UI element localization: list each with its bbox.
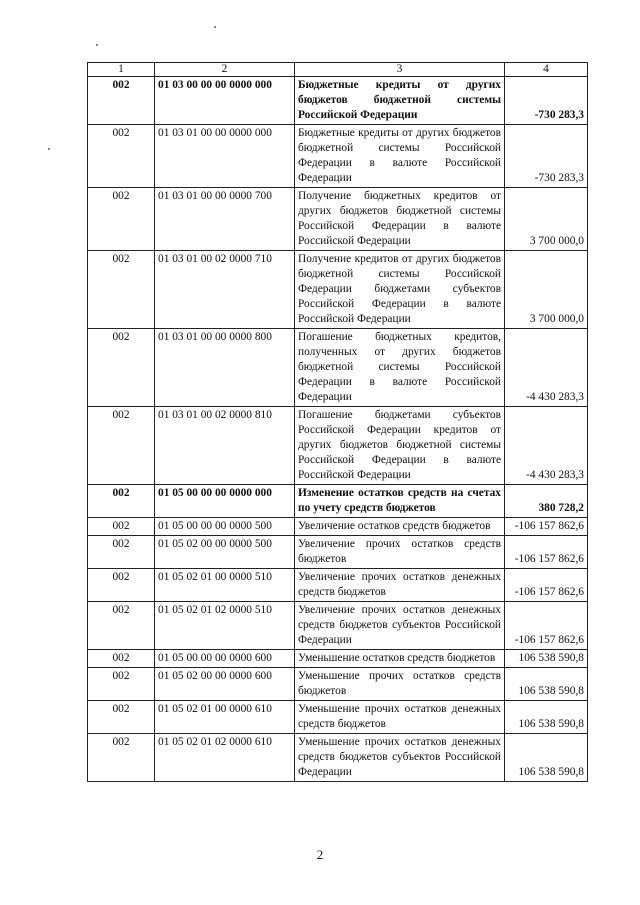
table-row [88,701,588,734]
table-row [88,329,588,407]
row-name-cell: Уменьшение прочих остатков денежных средств бюджетов [295,701,505,734]
row-code-cell: 002 [88,485,155,518]
scan-mark [96,44,98,46]
row-amount-cell: -106 157 862,6 [505,602,588,650]
row-name-cell: Уменьшение остатков средств бюджетов [295,650,505,668]
table-row [88,518,588,536]
row-amount-cell: 380 728,2 [505,485,588,518]
row-name-cell: Погашение бюджетами субъектов Российской Федерации кредитов от других бюджетов бюджетной системы Российской Федерации в валюте Российской Федерации [295,407,505,485]
row-kbk-cell: 01 05 00 00 00 0000 600 [155,650,295,668]
row-name-cell: Уменьшение прочих остатков денежных средств бюджетов субъектов Российской Федерации [295,734,505,782]
header-cell-2: 2 [155,63,295,77]
row-code-cell: 002 [88,125,155,188]
row-kbk-cell: 01 05 02 01 02 0000 510 [155,602,295,650]
row-amount-cell: 106 538 590,8 [505,701,588,734]
table-row [88,188,588,251]
table-row [88,650,588,668]
row-code-cell: 002 [88,251,155,329]
row-kbk-cell: 01 05 00 00 00 0000 500 [155,518,295,536]
row-name-cell: Бюджетные кредиты от других бюджетов бюджетной системы Российской Федерации в валюте Российской Федерации [295,125,505,188]
table-row [88,485,588,518]
row-kbk-cell: 01 05 02 00 00 0000 600 [155,668,295,701]
budget-sources-table [87,62,588,782]
table-row [88,407,588,485]
table-row [88,668,588,701]
row-name-cell: Получение бюджетных кредитов от других бюджетов бюджетной системы Российской Федерации в валюте Российской Федерации [295,188,505,251]
row-amount-cell: -106 157 862,6 [505,518,588,536]
table-row [88,251,588,329]
row-code-cell: 002 [88,536,155,569]
row-code-cell: 002 [88,407,155,485]
row-code-cell: 002 [88,77,155,125]
scan-mark [214,26,216,28]
row-name-cell: Изменение остатков средств на счетах по учету средств бюджетов [295,485,505,518]
table-row [88,125,588,188]
row-kbk-cell: 01 03 01 00 02 0000 710 [155,251,295,329]
row-code-cell: 002 [88,701,155,734]
table-row [88,734,588,782]
row-name-cell: Бюджетные кредиты от других бюджетов бюджетной системы Российской Федерации [295,77,505,125]
row-amount-cell: 3 700 000,0 [505,251,588,329]
row-kbk-cell: 01 05 02 01 00 0000 510 [155,569,295,602]
header-cell-1: 1 [88,63,155,77]
row-code-cell: 002 [88,650,155,668]
row-kbk-cell: 01 05 02 01 00 0000 610 [155,701,295,734]
table-row [88,536,588,569]
row-code-cell: 002 [88,602,155,650]
row-name-cell: Увеличение остатков средств бюджетов [295,518,505,536]
row-amount-cell: -730 283,3 [505,77,588,125]
row-code-cell: 002 [88,518,155,536]
row-kbk-cell: 01 05 02 00 00 0000 500 [155,536,295,569]
row-amount-cell: 106 538 590,8 [505,668,588,701]
table-row [88,602,588,650]
table-row [88,77,588,125]
row-amount-cell: -106 157 862,6 [505,569,588,602]
header-cell-3: 3 [295,63,505,77]
row-kbk-cell: 01 03 01 00 00 0000 800 [155,329,295,407]
scan-mark [48,148,50,150]
table-header-row [88,63,588,77]
row-kbk-cell: 01 05 00 00 00 0000 000 [155,485,295,518]
row-kbk-cell: 01 03 01 00 00 0000 000 [155,125,295,188]
row-name-cell: Увеличение прочих остатков средств бюджетов [295,536,505,569]
row-amount-cell: 106 538 590,8 [505,650,588,668]
row-code-cell: 002 [88,668,155,701]
row-name-cell: Погашение бюджетных кредитов, полученных от других бюджетов бюджетной системы Российской Федерации в валюте Российской Федерации [295,329,505,407]
row-amount-cell: 106 538 590,8 [505,734,588,782]
row-name-cell: Увеличение прочих остатков денежных средств бюджетов субъектов Российской Федерации [295,602,505,650]
row-kbk-cell: 01 05 02 01 02 0000 610 [155,734,295,782]
row-name-cell: Уменьшение прочих остатков средств бюджетов [295,668,505,701]
row-amount-cell: -106 157 862,6 [505,536,588,569]
row-kbk-cell: 01 03 01 00 02 0000 810 [155,407,295,485]
row-amount-cell: 3 700 000,0 [505,188,588,251]
row-code-cell: 002 [88,188,155,251]
row-code-cell: 002 [88,329,155,407]
table-row [88,569,588,602]
row-name-cell: Получение кредитов от других бюджетов бюджетной системы Российской Федерации бюджетами субъектов Российской Федерации в валюте Российской Федерации [295,251,505,329]
row-code-cell: 002 [88,569,155,602]
header-cell-4: 4 [505,63,588,77]
row-name-cell: Увеличение прочих остатков денежных средств бюджетов [295,569,505,602]
row-kbk-cell: 01 03 01 00 00 0000 700 [155,188,295,251]
row-amount-cell: -730 283,3 [505,125,588,188]
row-amount-cell: -4 430 283,3 [505,329,588,407]
row-kbk-cell: 01 03 00 00 00 0000 000 [155,77,295,125]
page-number: 2 [316,847,324,862]
row-code-cell: 002 [88,734,155,782]
row-amount-cell: -4 430 283,3 [505,407,588,485]
